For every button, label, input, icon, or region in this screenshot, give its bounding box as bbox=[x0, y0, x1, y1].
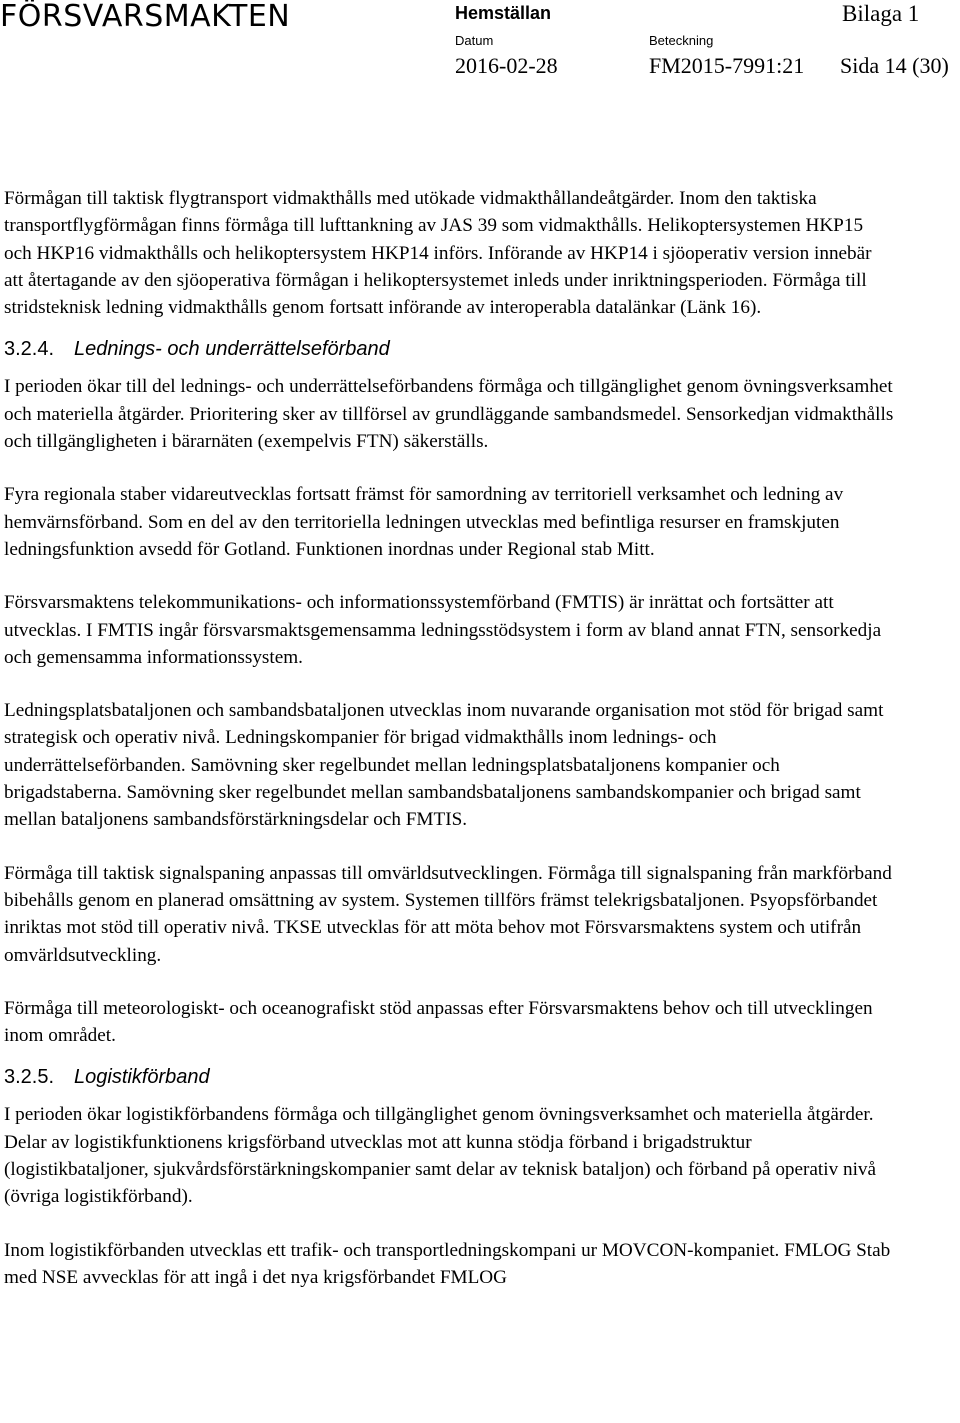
reference-label: Beteckning bbox=[649, 33, 714, 48]
paragraph: I perioden ökar logistikförbandens förmåga och tillgänglighet genom övningsverksamhet och materiella åtgärder. Delar av logistikfunktionens krigsförband utvecklas mot att kunna stödja förband i brigadstruktur (logistikbataljoner, sjukvårdsförstärkningskompanier samt delar av teknisk bataljon) och förband på operativ nivå (övriga logistikförband). bbox=[4, 1104, 877, 1208]
date-label: Datum bbox=[455, 33, 494, 48]
paragraph: Fyra regionala staber vidareutvecklas fortsatt främst för samordning av territoriell verksamhet och ledning av hemvärnsförband. Som en del av den territoriella ledningen utvecklas med befintliga resurser en framskjuten ledningsfunktion avsedd för Gotland. Funktionen inordnas under Regional stab Mitt. bbox=[4, 484, 844, 560]
paragraph: Försvarsmaktens telekommunikations- och informationssystemförband (FMTIS) är inrättat och fortsätter att utvecklas. I FMTIS ingår försvarsmaktsgemensamma ledningsstödsystem i form av bland annat FTN, sensorkedja och gemensamma informationssystem. bbox=[4, 592, 882, 668]
section-heading-3-2-5 bbox=[4, 1064, 894, 1090]
paragraph: Förmåga till taktisk signalspaning anpassas till omvärldsutvecklingen. Förmåga till signalspaning från markförband bibehålls genom en planerad omsättning av system. Systemen tillförs främst telekrigsbataljonen. Psyopsförbandet inriktas mot stöd till operativ nivå. TKSE utvecklas för att möta behov mot Försvarsmaktens system och utifrån omvärldsutveckling. bbox=[4, 862, 892, 966]
paragraph: I perioden ökar till del lednings- och underrättelseförbandens förmåga och tillgänglighet genom övningsverksamhet och materiella åtgärder. Prioritering sker av tillförsel av grundläggande sambandsmedel. Sensorkedjan vidmakthålls och tillgängligheten i bärarnäten (exempelvis FTN) säkerställs. bbox=[4, 376, 894, 453]
section-heading-3-2-4 bbox=[4, 336, 894, 362]
appendix-label: Bilaga 1 bbox=[842, 1, 920, 26]
paragraph: Inom logistikförbanden utvecklas ett trafik- och transportledningskompani ur MOVCON-kompaniet. FMLOG Stab med NSE avvecklas för att ingå i det nya krigsförbandet FMLOG bbox=[4, 1239, 891, 1288]
section-title: Logistikförband bbox=[74, 1066, 210, 1089]
paragraph: Ledningsplatsbataljonen och sambandsbataljonen utvecklas inom nuvarande organisation mot stöd för brigad samt strategisk och operativ nivå. Ledningskompanier för brigad vidmakthålls inom lednings- och underrättelseförbanden. Samövning sker regelbundet mellan ledningsplatsbataljonens kompanier och brigadstaberna. Samövning sker regelbundet mellan sambandsbataljonens sambandskompanier och brigad samt mellan bataljonens sambandsförstärkningsdelar och FMTIS. bbox=[4, 700, 884, 831]
paragraph: Förmåga till meteorologiskt- och oceanografiskt stöd anpassas efter Försvarsmaktens behov och till utvecklingen inom området. bbox=[4, 997, 873, 1047]
section-number: 3.2.5. bbox=[4, 1066, 55, 1089]
document-body bbox=[4, 185, 894, 1317]
paragraph: Förmågan till taktisk flygtransport vidmakthålls med utökade vidmakthållandeåtgärder. Inom den taktiska transportflygförmågan finns förmåga till lufttankning av JAS 39 som vidmakthålls. Helikoptersystemen HKP15 och HKP16 vidmakthålls och helikoptersystem HKP14 införs. Införande av HKP14 i sjöoperativ version innebär att återtagande av den sjöoperativa förmågan i helikoptersystemet inleds under inriktningsperioden. Förmåga till stridsteknisk ledning vidmakthålls genom fortsatt införande av interoperabla datalänkar (Länk 16). bbox=[4, 188, 872, 319]
section-title: Lednings- och underrättelseförband bbox=[74, 338, 390, 361]
document-type: Hemställan bbox=[455, 3, 552, 23]
page-number: Sida 14 (30) bbox=[840, 53, 949, 78]
forsvarsmakten-logo: FÖRSVARSMAKTEN bbox=[0, 0, 291, 34]
reference-value: FM2015-7991:21 bbox=[649, 53, 805, 78]
date-value: 2016-02-28 bbox=[455, 53, 558, 78]
section-number: 3.2.4. bbox=[4, 338, 55, 361]
